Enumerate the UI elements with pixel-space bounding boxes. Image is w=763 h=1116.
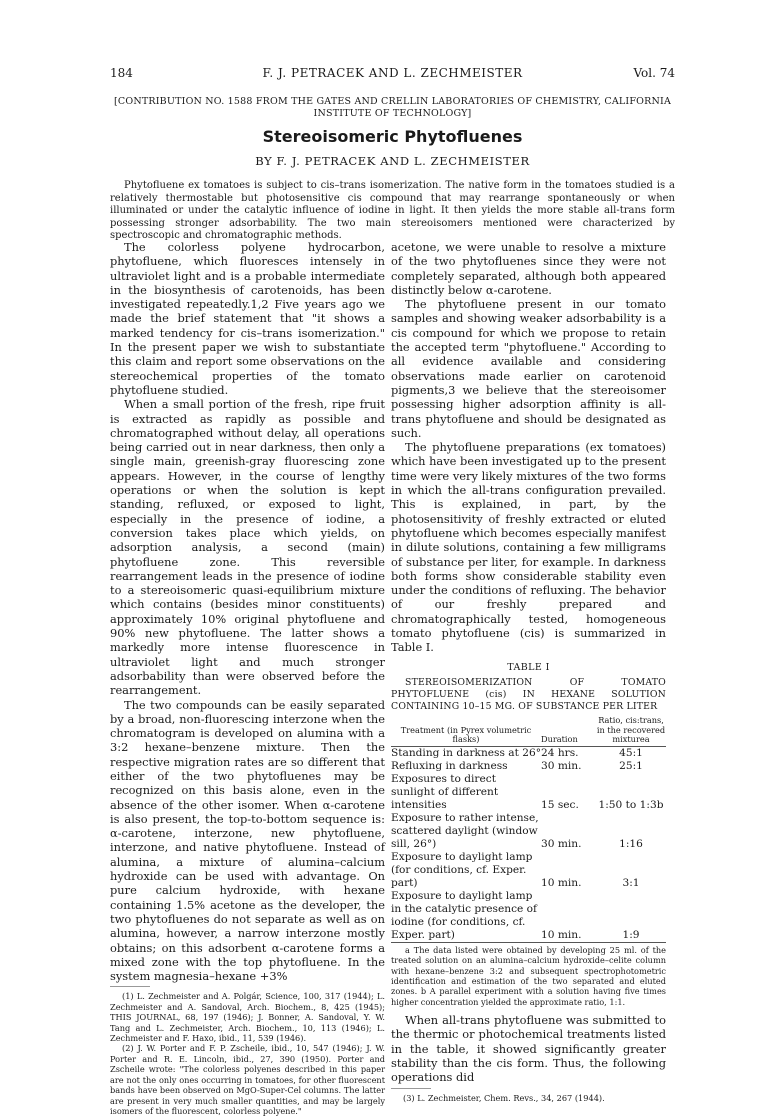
cell-treatment: Refluxing in darkness bbox=[391, 759, 508, 772]
header-treatment: Treatment (in Pyrex volumetric flasks) bbox=[391, 716, 541, 746]
table-label: TABLE I bbox=[507, 661, 550, 673]
paragraph: The phytofluene preparations (ex tomatoes) which have been investigated up to the present time were very likely mixtures of the two forms in which the all-trans configuration prevailed. This is explained, in part, by the photosensitivity of freshly extracted or eluted phytofluene which becomes especially manifest in dilute solutions, containing a few milligrams of substance per liter, for example. In darkness both forms show considerable stability even under the conditions of refluxing. The behavior of our freshly prepared and chromatographically tested, homogeneous tomato phytofluene (cis) is summarized in Table I. bbox=[391, 440, 666, 655]
paragraph: acetone, we were unable to resolve a mixture of the two phytofluenes since they were not completely separated, although both appeared distinctly below α-carotene. bbox=[391, 240, 666, 297]
header-ratio: Ratio, cis:trans, in the recovered mixturea bbox=[596, 716, 666, 746]
cell-treatment: Exposure to rather intense, scattered daylight (window sill, 26°) bbox=[391, 811, 539, 850]
table-row bbox=[391, 890, 666, 942]
cell-treatment: Exposure to daylight lamp (for conditions, cf. Exper. part) bbox=[391, 850, 533, 889]
page-number: 184 bbox=[110, 66, 133, 80]
cell-ratio: 1:50 to 1:3b bbox=[598, 798, 664, 811]
left-column bbox=[110, 240, 385, 1116]
header-duration: Duration bbox=[541, 716, 596, 746]
table-block bbox=[391, 661, 666, 1008]
cell-treatment: Exposure to daylight lamp in the catalytic presence of iodine (for conditions, cf. Exper. part) bbox=[391, 889, 537, 941]
abstract: Phytofluene ex tomatoes is subject to cis–trans isomerization. The native form in the tomatoes studied is a relatively thermostable but photosensitive cis compound that may rearrange spontaneously or when illuminated or under the catalytic influence of iodine in light. It then yields the more stable all-trans form possessing stronger adsorbability. The two main stereoisomers mentioned were characterized by spectroscopic and chromatographic methods. bbox=[110, 180, 675, 241]
cell-ratio: 25:1 bbox=[619, 759, 643, 772]
running-head bbox=[110, 66, 675, 84]
cell-duration: 10 min. bbox=[541, 928, 582, 941]
footnotes bbox=[110, 991, 385, 1116]
byline: BY F. J. PETRACEK AND L. ZECHMEISTER bbox=[255, 154, 530, 168]
right-column bbox=[391, 240, 666, 1103]
cell-duration: 30 min. bbox=[541, 837, 582, 850]
table-footnote: a The data listed were obtained by developing 25 ml. of the treated solution on an alumina–calcium hydroxide–celite column with hexane–benzene 3:2 and subsequent spectrophotometric identification and estimation of the two separated and eluted zones. b A parallel experiment with a solution having five times higher concentration yielded the approximate ratio, 1:1. bbox=[391, 942, 666, 1007]
table-row bbox=[391, 746, 666, 760]
contribution-note: [CONTRIBUTION NO. 1588 FROM THE GATES AND CRELLIN LABORATORIES OF CHEMISTRY, CALIFORNIA INSTITUTE OF TECHNOLOGY] bbox=[113, 96, 672, 119]
table-row bbox=[391, 773, 666, 812]
footnote: (1) L. Zechmeister and A. Polgár, Science, 100, 317 (1944); L. Zechmeister and A. Sandoval, Arch. Biochem., 8, 425 (1945); THIS JOURNAL, 68, 197 (1946); J. Bonner, A. Sandoval, Y. W. Tang and L. Zechmeister, Arch. Biochem., 10, 113 (1946); L. Zechmeister and F. Haxo, ibid., 11, 539 (1946). bbox=[110, 991, 385, 1044]
paragraph: The colorless polyene hydrocarbon, phytofluene, which fluoresces intensely in ultraviolet light and is a probable intermediate in the biosynthesis of carotenoids, has been investigated repeatedly.1,2 Five years ago we made the brief statement that "it shows a marked tendency for cis–trans isomerization." In the present paper we wish to substantiate this claim and report some observations on the stereochemical properties of the tomato phytofluene studied. bbox=[110, 240, 385, 397]
footnote-divider bbox=[391, 1088, 431, 1089]
cell-duration: 24 hrs. bbox=[541, 746, 579, 759]
article-title: Stereoisomeric Phytofluenes bbox=[262, 127, 523, 146]
table-header-row bbox=[391, 716, 666, 746]
paragraph: The phytofluene present in our tomato samples and showing weaker adsorbability is a cis compound for which we propose to retain the accepted term "phytofluene." According to all evidence available and considering observations made earlier on carotenoid pigments,3 we believe that the stereoisomer possessing higher adsorption affinity is all-trans phytofluene and should be designated as such. bbox=[391, 297, 666, 440]
cell-ratio: 3:1 bbox=[622, 876, 640, 889]
cell-duration: 30 min. bbox=[541, 759, 582, 772]
table-title: STEREOISOMERIZATION OF TOMATO PHYTOFLUENE (cis) IN HEXANE SOLUTION CONTAINING 10–15 MG. OF SUBSTANCE PER LITER bbox=[391, 676, 666, 712]
cell-treatment: Exposures to direct sunlight of different intensities bbox=[391, 772, 499, 811]
footnote: (3) L. Zechmeister, Chem. Revs., 34, 267 (1944). bbox=[403, 1092, 605, 1103]
cell-duration: 10 min. bbox=[541, 876, 582, 889]
footnote-divider bbox=[110, 986, 150, 987]
footnotes bbox=[391, 1093, 666, 1103]
table-row bbox=[391, 812, 666, 851]
cell-ratio: 1:16 bbox=[619, 837, 643, 850]
volume-number: Vol. 74 bbox=[633, 66, 675, 80]
paragraph: The two compounds can be easily separated by a broad, non-fluorescing interzone when the chromatogram is developed on alumina with a 3:2 hexane–benzene mixture. Then the respective migration rates are so different that either of the two phytofluenes may be recognized on this basis alone, even in the absence of the other isomer. When α-carotene is also present, the top-to-bottom sequence is: α-carotene, interzone, new phytofluene, interzone, and native phytofluene. Instead of alumina, a mixture of alumina–calcium hydroxide can be used with advantage. On pure calcium hydroxide, with hexane containing 1.5% acetone as the developer, the two phytofluenes do not separate as well as on alumina, however, a narrow interzone mostly obtains; on this adsorbent α-carotene forms a mixed zone with the top phytofluene. In the system magnesia–hexane +3% bbox=[110, 697, 385, 984]
cell-ratio: 45:1 bbox=[619, 746, 643, 759]
paragraph: When a small portion of the fresh, ripe fruit is extracted as rapidly as possible and chromatographed without delay, all operations being carried out in near darkness, then only a single main, greenish-gray fluorescing zone appears. However, in the course of lengthy operations or when the solution is kept standing, refluxed, or exposed to light, especially in the presence of iodine, a conversion takes place which yields, on adsorption analysis, a second (main) phytofluene zone. This reversible rearrangement leads in the presence of iodine to a stereoisomeric quasi-equilibrium mixture which contains (besides minor constituents) approximately 10% original phytofluene and 90% new phytofluene. The latter shows a markedly more intense fluorescence in ultraviolet light and much stronger adsorbability than were observed before the rearrangement. bbox=[110, 397, 385, 698]
cell-treatment: Standing in darkness at 26° bbox=[391, 746, 542, 759]
table-row bbox=[391, 760, 666, 773]
cell-ratio: 1:9 bbox=[622, 928, 640, 941]
cell-duration: 15 sec. bbox=[541, 798, 579, 811]
running-head-authors: F. J. PETRACEK AND L. ZECHMEISTER bbox=[262, 66, 523, 80]
data-table bbox=[391, 716, 666, 942]
footnote: (2) J. W. Porter and F. P. Zscheile, ibid., 10, 547 (1946); J. W. Porter and R. E. Lincoln, ibid., 27, 390 (1950). Porter and Zscheile wrote: "The colorless polyenes described in this paper are not the only ones occurring in tomatoes, for other fluorescent bands have been observed on MgO-Super-Cel columns. The latter are present in very much smaller quantities, and may be largely isomers of the fluorescent, colorless polyene." bbox=[110, 1043, 385, 1116]
paragraph: When all-trans phytofluene was submitted to the thermic or photochemical treatments listed in the table, it showed significantly greater stability than the cis form. Thus, the following operations did bbox=[391, 1013, 666, 1085]
table-row bbox=[391, 851, 666, 890]
